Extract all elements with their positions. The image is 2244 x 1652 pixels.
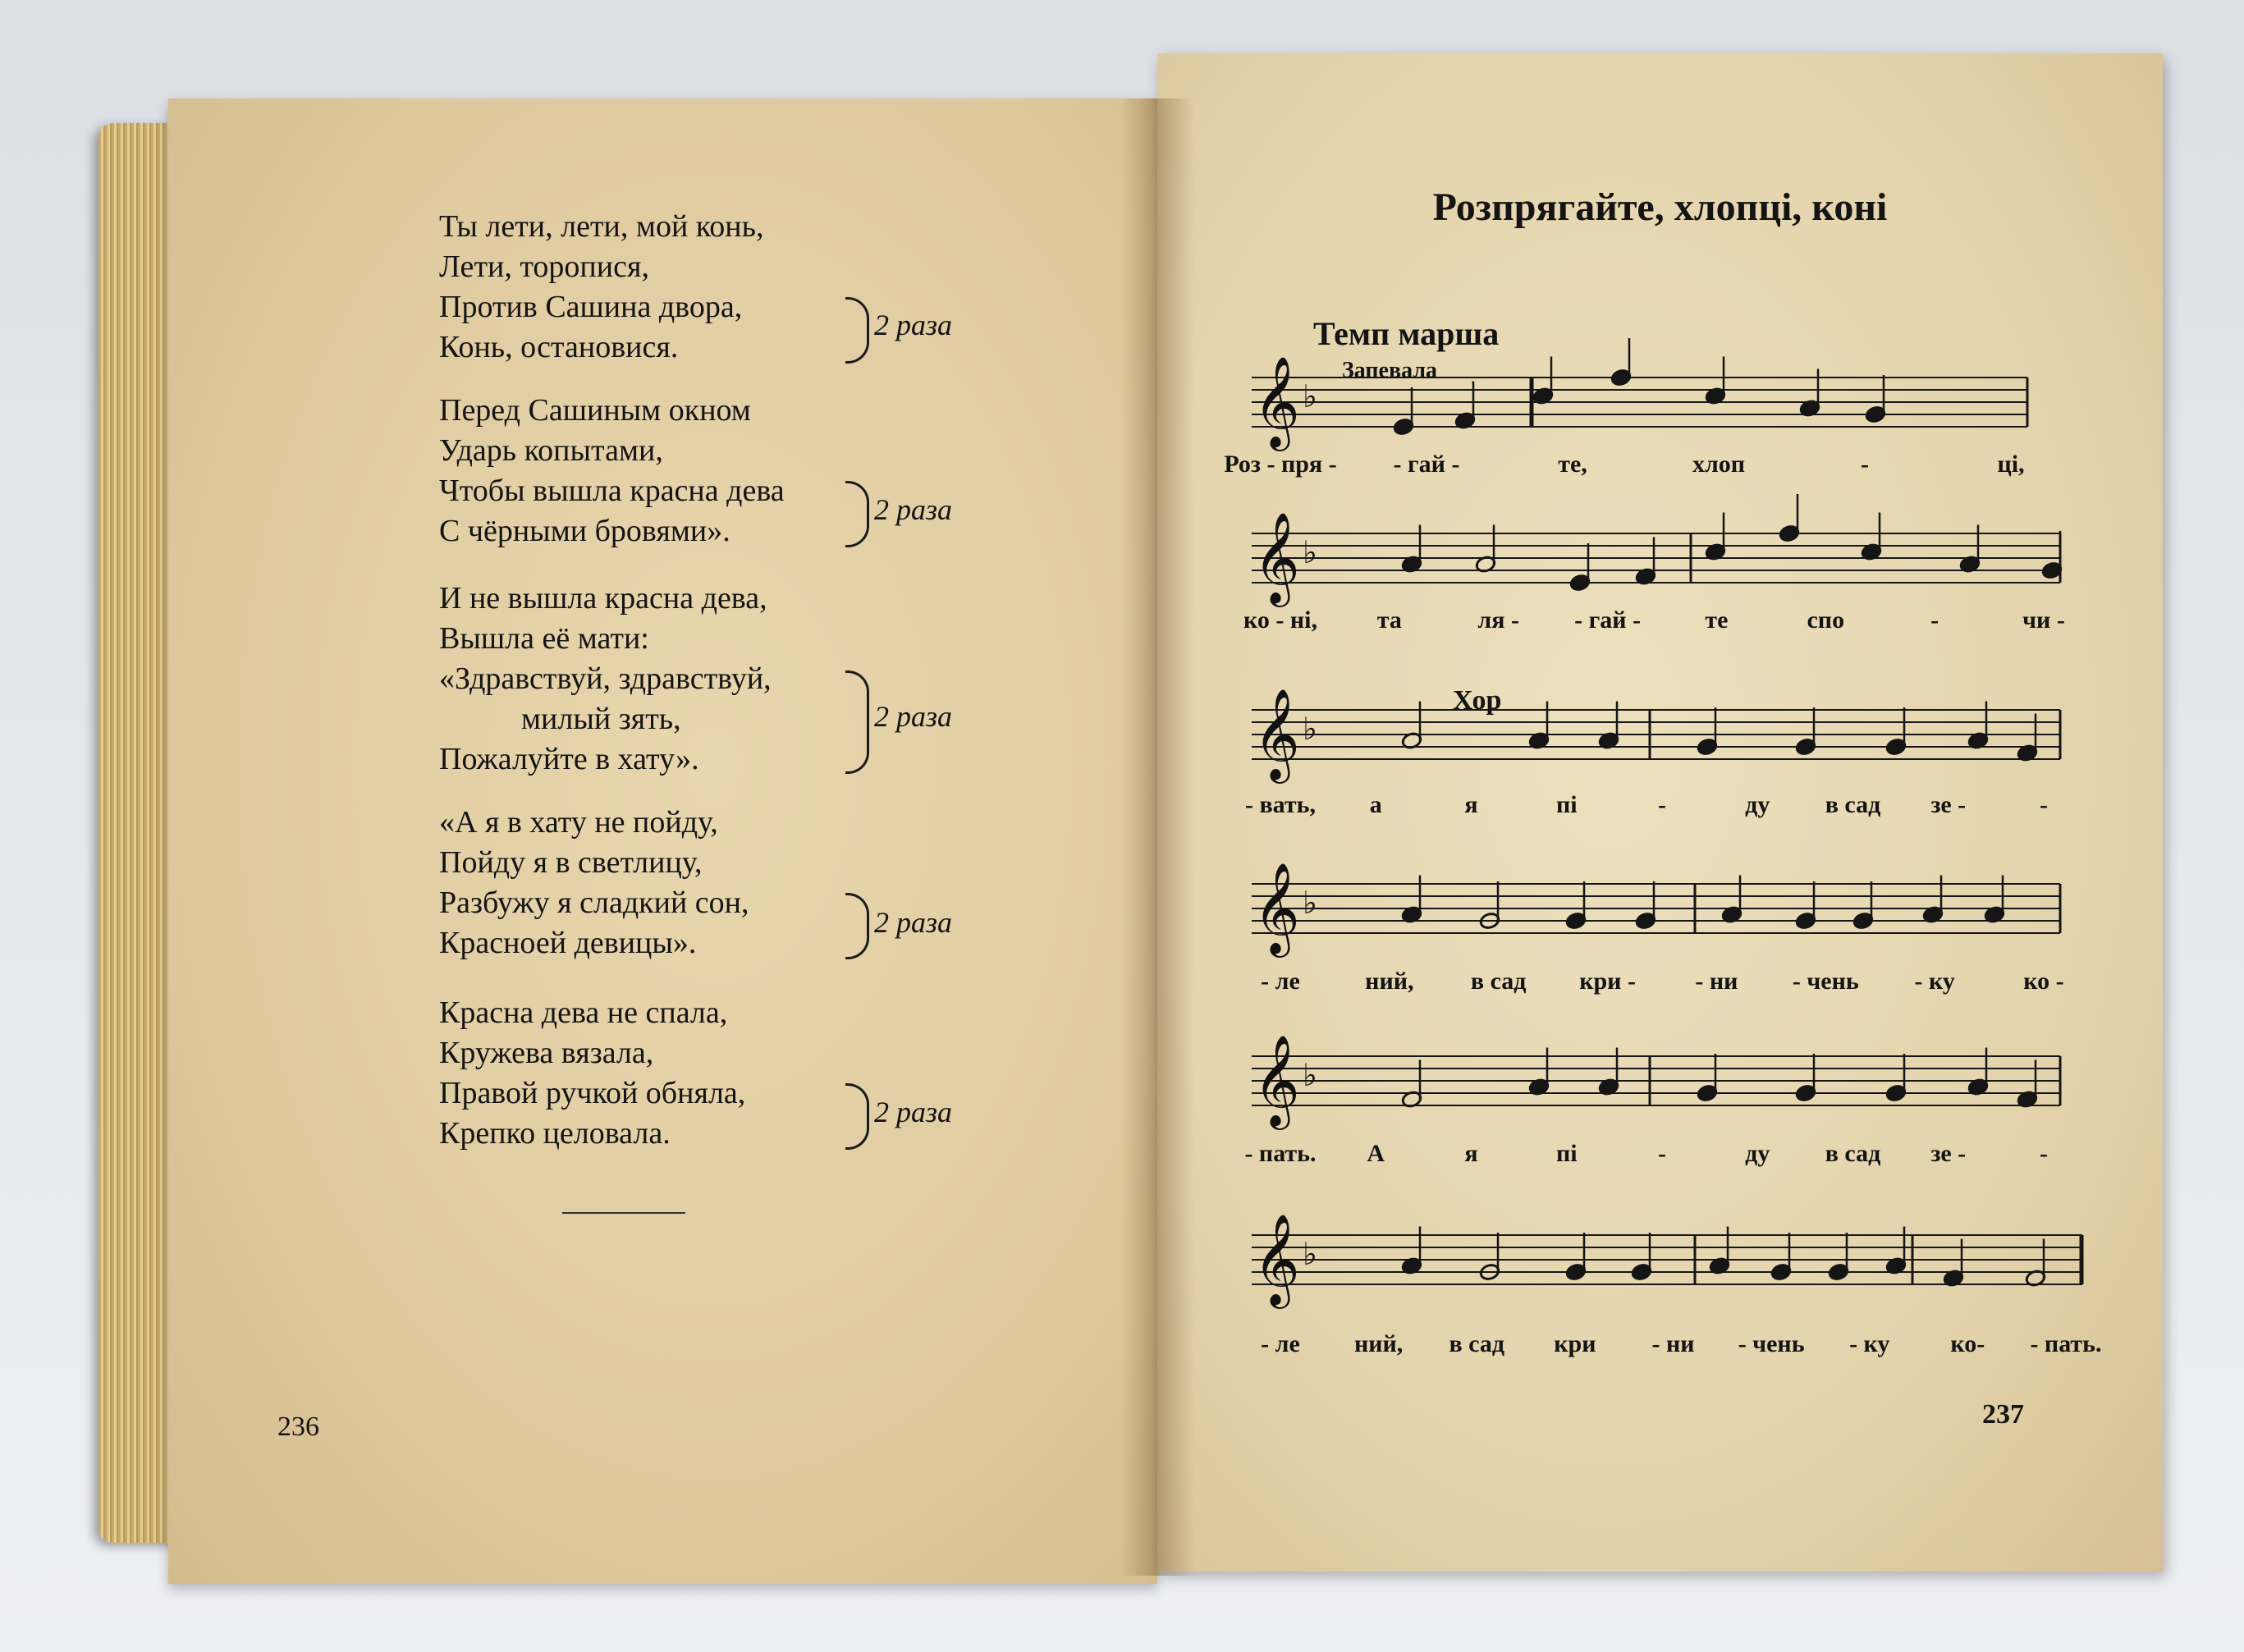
right-page (1157, 53, 2163, 1572)
treble-clef-icon: 𝄞 (1253, 862, 1300, 954)
lyric-syllable: та (1376, 606, 1402, 634)
stanza-line: Правой ручкой обняла, (439, 1076, 746, 1110)
stanza-line: Чтобы вышла красна дева (439, 474, 785, 508)
lyric-syllable: зе - (1930, 1140, 1967, 1167)
lyric-syllable: ко - ні, (1243, 606, 1317, 634)
repeat-brace (845, 297, 869, 364)
lyric-syllable: - ни (1651, 1330, 1695, 1357)
lyric-syllable: я (1464, 791, 1478, 818)
flat-sign-icon: ♭ (1303, 534, 1317, 570)
stanza-line: Кружева вязала, (439, 1036, 654, 1070)
stanza-line: Пойду я в светлицу, (439, 845, 703, 880)
stanza-line: Ударь копытами, (439, 433, 663, 468)
lyric-syllable: в сад (1825, 1140, 1881, 1167)
lyric-syllable: - гай - (1393, 451, 1460, 478)
lyric-syllable: кри - (1579, 968, 1636, 995)
treble-clef-icon: 𝄞 (1253, 688, 1300, 780)
stanza-line: Крепко целовала. (439, 1116, 671, 1151)
lyric-syllable: кри (1554, 1330, 1596, 1357)
stanza-line: Ты лети, лети, мой конь, (439, 209, 764, 244)
lyric-syllable: - ку (1914, 968, 1955, 995)
lyric-syllable: - ле (1261, 1330, 1300, 1357)
stanza-line: Перед Сашиным окном (439, 393, 751, 428)
stanza-line: «Здравствуй, здравствуй, (439, 661, 772, 696)
lyric-syllable: - ле (1261, 968, 1300, 995)
stanza-line: милый зять, (521, 702, 681, 736)
lyric-syllable: - (2040, 791, 2048, 818)
lyric-syllable: - (1658, 791, 1666, 818)
lyric-syllable: а (1369, 791, 1382, 818)
stanza-line: Конь, остановися. (439, 330, 679, 364)
lyric-syllable: ко - (2023, 968, 2064, 995)
repeat-brace (845, 893, 869, 959)
repeat-mark: 2 раза (874, 1096, 953, 1128)
lyric-syllable: - вать, (1244, 791, 1317, 818)
page-number-left: 236 (277, 1412, 319, 1442)
stanza-line: Лети, торопися, (439, 249, 649, 284)
lyric-syllable: зе - (1930, 791, 1967, 818)
repeat-brace (845, 1083, 869, 1150)
lyric-syllable: пі (1555, 791, 1578, 818)
lyric-syllable: А (1367, 1140, 1385, 1167)
stanza-line: Против Сашина двора, (439, 290, 743, 324)
flat-sign-icon: ♭ (1303, 1236, 1317, 1272)
stanza-line: Вышла её мати: (439, 621, 649, 656)
lead-singer-label: Запевала (1342, 358, 1438, 383)
stanza-line: Красна дева не спала, (439, 995, 728, 1030)
flat-sign-icon: ♭ (1303, 885, 1317, 921)
left-page (168, 98, 1157, 1584)
repeat-brace (845, 670, 869, 774)
lyric-syllable: пі (1555, 1140, 1578, 1167)
stanza-2 (439, 391, 1030, 551)
repeat-brace (845, 481, 869, 547)
lyric-syllable: - чень (1792, 968, 1859, 995)
stanza-line: Разбужу я сладкий сон, (439, 885, 749, 920)
lyric-syllable: - гай - (1574, 606, 1642, 634)
stanza-line: «А я в хату не пойду, (439, 805, 718, 840)
treble-clef-icon: 𝄞 (1253, 1213, 1300, 1305)
repeat-mark: 2 раза (874, 906, 953, 939)
lyric-syllable: Роз - пря - (1224, 451, 1337, 478)
stanza-line: Пожалуйте в хату». (439, 742, 699, 776)
treble-clef-icon: 𝄞 (1253, 1034, 1300, 1126)
stanza-5 (439, 993, 1030, 1154)
lyric-syllable: - (1861, 451, 1869, 478)
flat-sign-icon: ♭ (1303, 1057, 1317, 1093)
lyric-syllable: ці, (1997, 451, 2025, 478)
lyric-syllable: - чень (1738, 1330, 1805, 1357)
lyric-syllable: ко- (1950, 1330, 1985, 1357)
flat-sign-icon: ♭ (1303, 378, 1317, 414)
lyric-syllable: те (1705, 606, 1729, 634)
stanza-3 (439, 579, 1030, 780)
end-rule (562, 1212, 685, 1214)
lyric-syllable: ду (1745, 791, 1770, 818)
repeat-mark: 2 раза (874, 493, 953, 526)
lyric-syllable: - (1930, 606, 1939, 634)
page-number-right: 237 (1982, 1399, 2024, 1430)
lyric-syllable: в сад (1449, 1330, 1505, 1357)
lyric-syllable: чи - (2022, 606, 2065, 634)
stanza-line: Красноей девицы». (439, 926, 697, 960)
lyric-syllable: ний, (1365, 968, 1414, 995)
lyric-syllable: - ку (1849, 1330, 1890, 1357)
lyric-syllable: спо (1807, 606, 1845, 634)
lyric-syllable: ний, (1353, 1330, 1404, 1357)
lyric-syllable: те, (1558, 451, 1587, 478)
choir-label: Хор (1453, 685, 1502, 716)
flat-sign-icon: ♭ (1303, 711, 1317, 747)
song-title: Розпрягайте, хлопці, коні (1432, 185, 1888, 229)
repeat-mark: 2 раза (874, 309, 953, 341)
stanza-line: И не вышла красна дева, (439, 581, 767, 615)
stanza-1 (439, 207, 1030, 368)
lyric-syllable: - ни (1695, 968, 1738, 995)
tempo-marking: Темп марша (1313, 315, 1500, 352)
lyric-syllable: в сад (1470, 968, 1527, 995)
lyric-syllable: ду (1745, 1140, 1770, 1167)
treble-clef-icon: 𝄞 (1253, 511, 1300, 603)
lyric-syllable: я (1464, 1140, 1478, 1167)
stanza-line: С чёрными бровями». (439, 514, 730, 548)
repeat-mark: 2 раза (874, 700, 953, 733)
lyric-syllable: - пать. (2030, 1330, 2102, 1357)
lyric-syllable: хлоп (1692, 451, 1746, 478)
lyric-syllable: - (1658, 1140, 1666, 1167)
sheet-music (1157, 53, 2163, 1572)
lyric-syllable: - (2040, 1140, 2048, 1167)
lyric-syllable: в сад (1825, 791, 1881, 818)
treble-clef-icon: 𝄞 (1253, 355, 1300, 447)
lyric-syllable: - пать. (1244, 1140, 1317, 1167)
lyric-syllable: ля - (1477, 606, 1519, 634)
